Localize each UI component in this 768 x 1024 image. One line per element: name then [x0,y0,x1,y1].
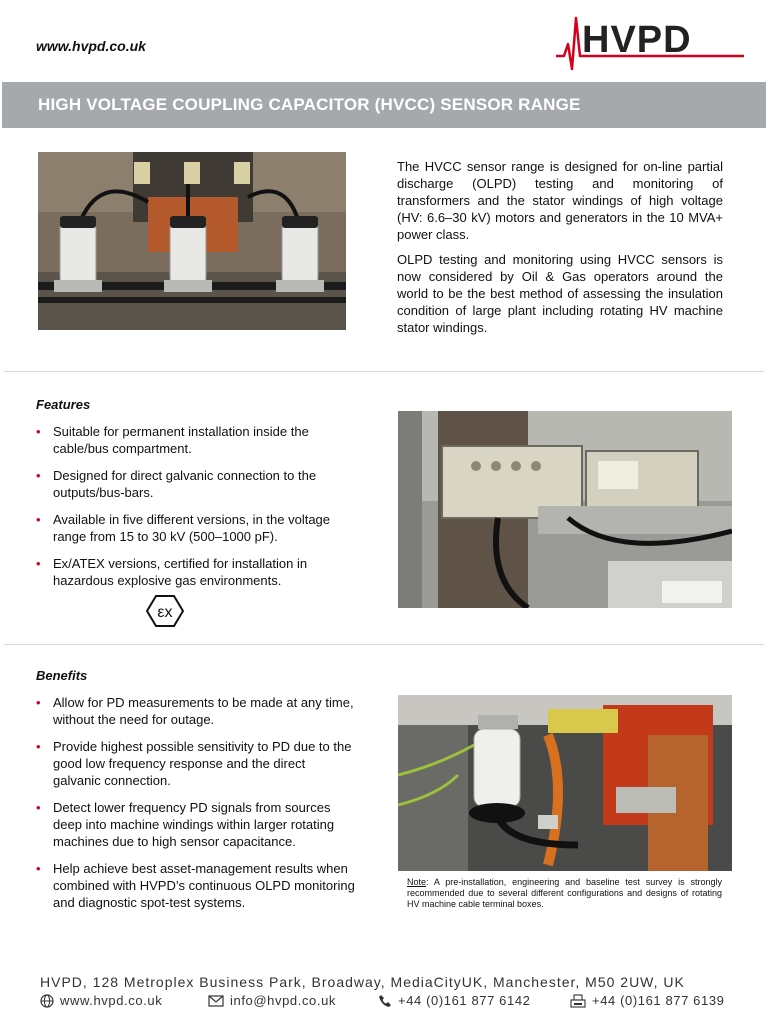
footer-phone: +44 (0)161 877 6142 [398,993,531,1008]
list-item: • Ex/ATEX versions, certified for installation in hazardous explosive gas environments. [36,555,356,589]
benefits-title: Benefits [36,668,88,683]
header-website[interactable]: www.hvpd.co.uk [36,38,146,54]
fax-icon [570,994,586,1008]
intro-text [397,158,723,344]
list-item: • Available in five different versions, in the voltage range from 15 to 30 kV (500–1000 pF). [36,511,356,545]
title-banner [2,82,766,128]
footer-fax-item [570,993,724,1008]
phone-icon [378,994,392,1008]
features-list [36,423,356,599]
features-title: Features [36,397,91,412]
intro-paragraph-1: The HVCC sensor range is designed for on-line partial discharge (OLPD) testing and monitoring of transformers and the stator windings of high voltage (HV: 6.6–30 kV) motors and generators in the 10 MVA+ power class. [397,159,723,242]
page-title: HIGH VOLTAGE COUPLING CAPACITOR (HVCC) SENSOR RANGE [38,95,581,114]
envelope-icon [208,995,224,1007]
svg-text:εx: εx [157,604,173,621]
junction-box-photo [398,411,732,608]
footer-phone-item [378,993,530,1008]
hvcc-sensor-terminal-box-photo [398,695,732,871]
atex-ex-icon [146,594,184,628]
list-item: • Suitable for permanent installation inside the cable/bus compartment. [36,423,356,457]
intro-paragraph-2: OLPD testing and monitoring using HVCC sensors is now considered by Oil & Gas operators around the world to be the best method of assessing the insulation condition of large plant including rotating HV machine stator windings. [397,252,723,335]
footer-email[interactable]: info@hvpd.co.uk [230,993,337,1008]
footer-contacts [40,993,750,1011]
hvpd-logo [556,14,748,74]
globe-icon [40,994,54,1008]
list-item: • Detect lower frequency PD signals from sources deep into machine windings within larger rotating machines due to high sensor capacitance. [36,799,356,850]
divider [4,371,764,372]
footer-fax: +44 (0)161 877 6139 [592,993,725,1008]
note-label: Note [407,877,427,887]
footer-email-item[interactable] [208,993,336,1008]
footer-website[interactable]: www.hvpd.co.uk [60,993,163,1008]
logo-text: HVPD [582,19,692,61]
list-item: • Provide highest possible sensitivity to PD due to the good low frequency response and the direct galvanic connection. [36,738,356,789]
footer-address: HVPD, 128 Metroplex Business Park, Broadway, MediaCityUK, Manchester, M50 2UW, UK [40,974,685,990]
list-item: • Help achieve best asset-management results when combined with HVPD’s continuous OLPD monitoring and diagnostic spot-test systems. [36,860,356,911]
list-item: • Allow for PD measurements to be made at any time, without the need for outage. [36,694,356,728]
installation-note [407,877,722,910]
note-text: : A pre-installation, engineering and baseline test survey is strongly recommended due to several different configurations and designs of rotating HV machine cable terminal boxes. [407,877,722,909]
footer-website-item[interactable] [40,993,162,1008]
list-item: • Designed for direct galvanic connection to the outputs/bus-bars. [36,467,356,501]
divider [4,644,764,645]
benefits-list [36,694,356,921]
three-hvcc-sensors-photo [38,152,346,330]
